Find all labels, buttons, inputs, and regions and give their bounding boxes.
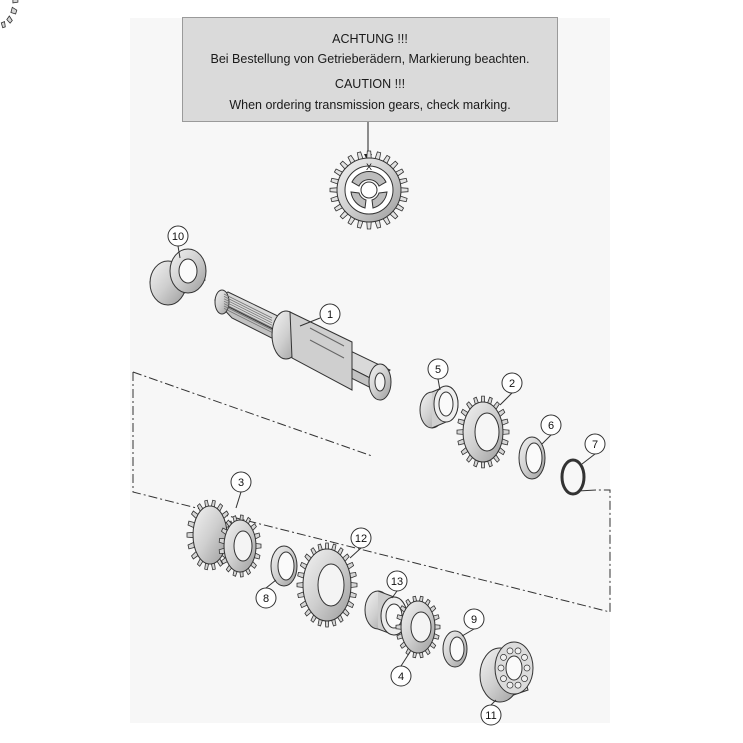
callout-11-label: 11 (485, 710, 497, 722)
callout-1-label: 1 (326, 309, 334, 321)
part-circlip-7 (562, 460, 596, 494)
callout-11 (481, 700, 501, 725)
callout-12 (350, 528, 371, 558)
callout-5 (428, 359, 448, 390)
part-double-gear-3 (187, 500, 261, 577)
callout-9-label: 9 (470, 614, 478, 626)
shaft-gear-teeth (0, 0, 18, 28)
assembly-frame-top (133, 372, 372, 456)
callout-12-label: 12 (354, 533, 368, 545)
callout-2-label: 2 (508, 378, 516, 390)
callout-7 (582, 434, 605, 464)
marked-gear-detail (330, 151, 408, 229)
assembly-frame-line (133, 372, 610, 612)
notice-heading-de: ACHTUNG !!! (332, 32, 408, 46)
callout-6 (541, 415, 561, 444)
part-bushing-5 (420, 386, 458, 428)
callout-9 (462, 609, 484, 636)
part-gear-2 (457, 396, 509, 468)
notice-text-en: When ordering transmission gears, check marking. (229, 98, 511, 112)
callout-13 (387, 571, 407, 598)
callout-7-label: 7 (591, 439, 599, 451)
callout-5-label: 5 (434, 364, 442, 376)
callout-3 (231, 472, 251, 508)
part-washer-9 (443, 631, 467, 667)
notice-heading-en: CAUTION !!! (334, 77, 406, 91)
part-washer-8 (271, 546, 297, 586)
part-gear-12 (297, 543, 357, 627)
callout-6-label: 6 (547, 420, 555, 432)
callout-10-label: 10 (171, 231, 185, 243)
callout-3-label: 3 (237, 477, 245, 489)
callout-13-label: 13 (390, 576, 404, 588)
notice-text-de: Bei Bestellung von Getrieberädern, Markierung beachten. (210, 52, 530, 66)
callout-8-label: 8 (262, 593, 270, 605)
gear-mark-label: X (365, 162, 373, 172)
callout-4-label: 4 (397, 671, 405, 683)
callout-2 (500, 373, 522, 405)
part-bearing-11 (480, 642, 533, 702)
part-washer-6 (519, 437, 545, 479)
callout-8 (256, 580, 276, 608)
part-bearing-10 (150, 249, 206, 305)
callout-4 (391, 652, 411, 686)
